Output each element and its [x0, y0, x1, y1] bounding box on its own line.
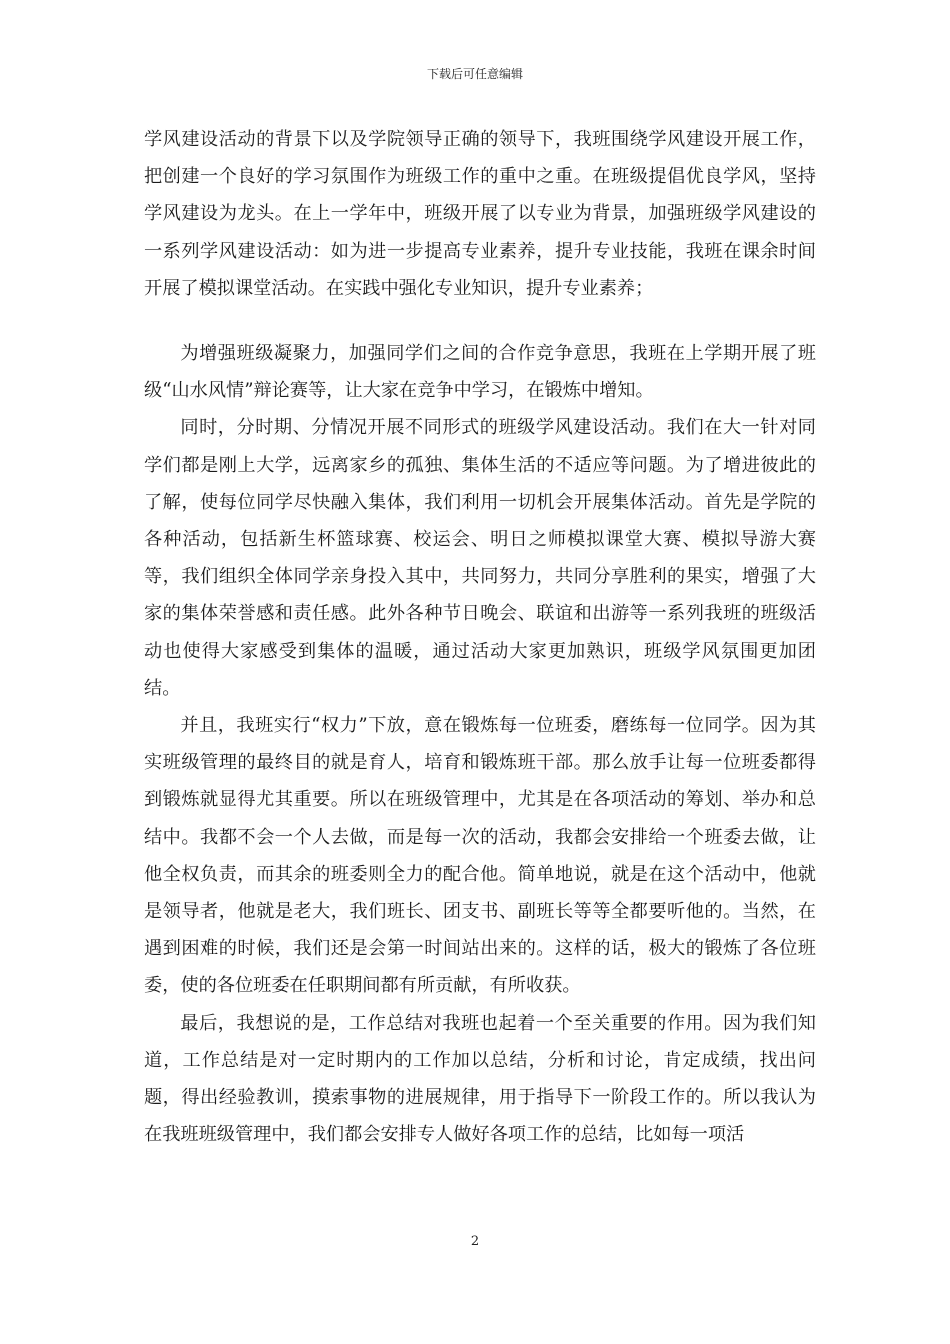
page-header: 下载后可任意编辑	[426, 67, 523, 81]
paragraph-work-summary: 最后，我想说的是，工作总结对我班也起着一个至关重要的作用。因为我们知道，工作总结是对一定时期内的工作加以总结，分析和讨论，肯定成绩，找出问题，得出经验教训，摸索事物的进展规律，用于指导下一阶段工作的。所以我认为在我班班级管理中，我们都会安排专人做好各项工作的总结，比如每一项活	[144, 1012, 816, 1146]
paragraph-study-style-activities: 学风建设活动的背景下以及学院领导正确的领导下，我班围绕学风建设开展工作，把创建一个良好的学习氛围作为班级工作的重中之重。在班级提倡优良学风，坚持学风建设为龙头。在上一学年中，班级开展了以专业为背景，加强班级学风建设的一系列学风建设活动：如为进一步提高专业素养，提升专业技能，我班在课余时间开展了模拟课堂活动。在实践中强化专业知识，提升专业素养；	[144, 129, 816, 299]
document-body	[144, 121, 816, 1153]
paragraph-delegation-of-power: 并且，我班实行“权力”下放，意在锻炼每一位班委，磨练每一位同学。因为其实班级管理的最终目的就是育人，培育和锻炼班干部。那么放手让每一位班委都得到锻炼就显得尤其重要。所以在班级管理中，尤其是在各项活动的筹划、举办和总结中。我都不会一个人去做，而是每一次的活动，我都会安排给一个班委去做，让他全权负责，而其余的班委则全力的配合他。简单地说，就是在这个活动中，他就是领导者，他就是老大，我们班长、团支书、副班长等等全都要听他的。当然，在遇到困难的时候，我们还是会第一时间站出来的。这样的话，极大的锻炼了各位班委，使的各位班委在任职期间都有所贡献，有所收获。	[144, 715, 816, 997]
paragraph-collective-activities: 同时，分时期、分情况开展不同形式的班级学风建设活动。我们在大一针对同学们都是刚上大学，远离家乡的孤独、集体生活的不适应等问题。为了增进彼此的了解，使每位同学尽快融入集体，我们利用一切机会开展集体活动。首先是学院的各种活动，包括新生杯篮球赛、校运会、明日之师模拟课堂大赛、模拟导游大赛等，我们组织全体同学亲身投入其中，共同努力，共同分享胜利的果实，增强了大家的集体荣誉感和责任感。此外各种节日晚会、联谊和出游等一系列我班的班级活动也使得大家感受到集体的温暖，通过活动大家更加熟识，班级学风氛围更加团结。	[144, 417, 816, 699]
page-number: 2	[470, 1234, 480, 1249]
paragraph-debate-contest: 为增强班级凝聚力，加强同学们之间的合作竞争意思，我班在上学期开展了班级“山水风情”辩论赛等，让大家在竞争中学习，在锻炼中增知。	[144, 343, 816, 402]
